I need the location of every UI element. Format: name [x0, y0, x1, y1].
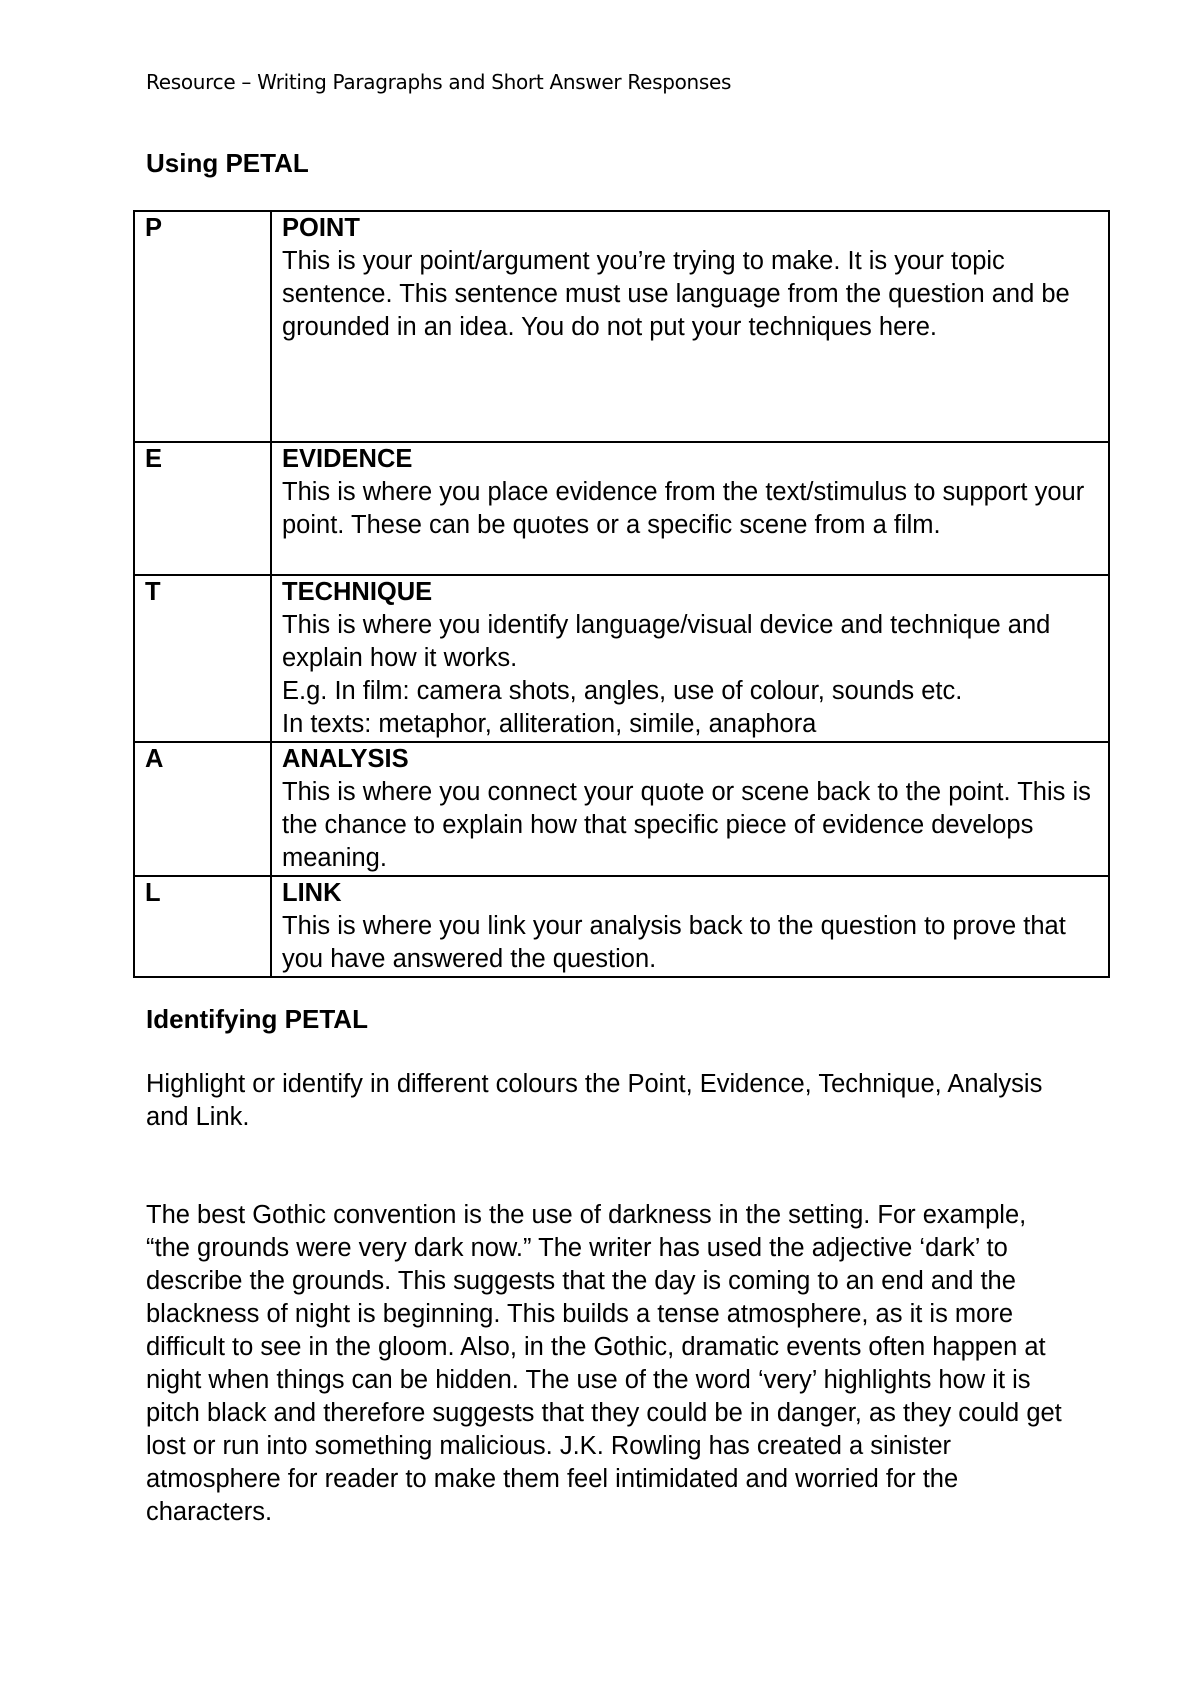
petal-letter: A — [134, 742, 271, 876]
table-row — [134, 575, 1109, 742]
table-row — [134, 211, 1109, 442]
table-row — [134, 442, 1109, 575]
petal-term: EVIDENCE — [282, 445, 413, 473]
petal-letter: T — [134, 575, 271, 742]
identifying-petal-heading: Identifying PETAL — [146, 1004, 368, 1034]
petal-description: This is your point/argument you’re trying to make. It is your topic sentence. This sentence must use language from the question and be grounded in an idea. You do not put your techniques here. — [282, 247, 1070, 341]
table-row — [134, 876, 1109, 977]
petal-term: LINK — [282, 879, 342, 907]
petal-term: TECHNIQUE — [282, 578, 433, 606]
example-paragraph: The best Gothic convention is the use of darkness in the setting. For example, “the grounds were very dark now.” The writer has used the adjective ‘dark’ to describe the grounds. This suggests that the day is coming to an end and the blackness of night is beginning. This builds a tense atmosphere, as it is more difficult to see in the gloom. Also, in the Gothic, dramatic events often happen at night when things can be hidden. The use of the word ‘very’ highlights how it is pitch black and therefore suggests that they could be in danger, as they could get lost or run into something malicious. J.K. Rowling has created a sinister atmosphere for reader to make them feel intimidated and worried for the characters. — [146, 1201, 1062, 1526]
petal-letter: P — [134, 211, 271, 442]
petal-content — [271, 575, 1109, 742]
petal-example-film: E.g. In film: camera shots, angles, use of colour, sounds etc. — [282, 677, 963, 705]
petal-content — [271, 876, 1109, 977]
petal-term: POINT — [282, 214, 360, 242]
petal-letter: L — [134, 876, 271, 977]
petal-description: This is where you link your analysis back to the question to prove that you have answered the question. — [282, 912, 1066, 973]
petal-description: This is where you identify language/visual device and technique and explain how it works. — [282, 611, 1051, 672]
petal-example-texts: In texts: metaphor, alliteration, simile, anaphora — [282, 710, 817, 738]
petal-content — [271, 742, 1109, 876]
page-header: Resource – Writing Paragraphs and Short Answer Responses — [146, 70, 732, 94]
petal-letter: E — [134, 442, 271, 575]
using-petal-heading: Using PETAL — [146, 148, 309, 178]
petal-description: This is where you place evidence from the text/stimulus to support your point. These can be quotes or a specific scene from a film. — [282, 478, 1085, 539]
petal-content — [271, 442, 1109, 575]
petal-content — [271, 211, 1109, 442]
petal-term: ANALYSIS — [282, 745, 409, 773]
table-row — [134, 742, 1109, 876]
instruction-text: Highlight or identify in different colours the Point, Evidence, Technique, Analysis and Link. — [146, 1070, 1043, 1131]
petal-description: This is where you connect your quote or scene back to the point. This is the chance to explain how that specific piece of evidence develops meaning. — [282, 778, 1091, 872]
petal-table — [133, 210, 1110, 978]
